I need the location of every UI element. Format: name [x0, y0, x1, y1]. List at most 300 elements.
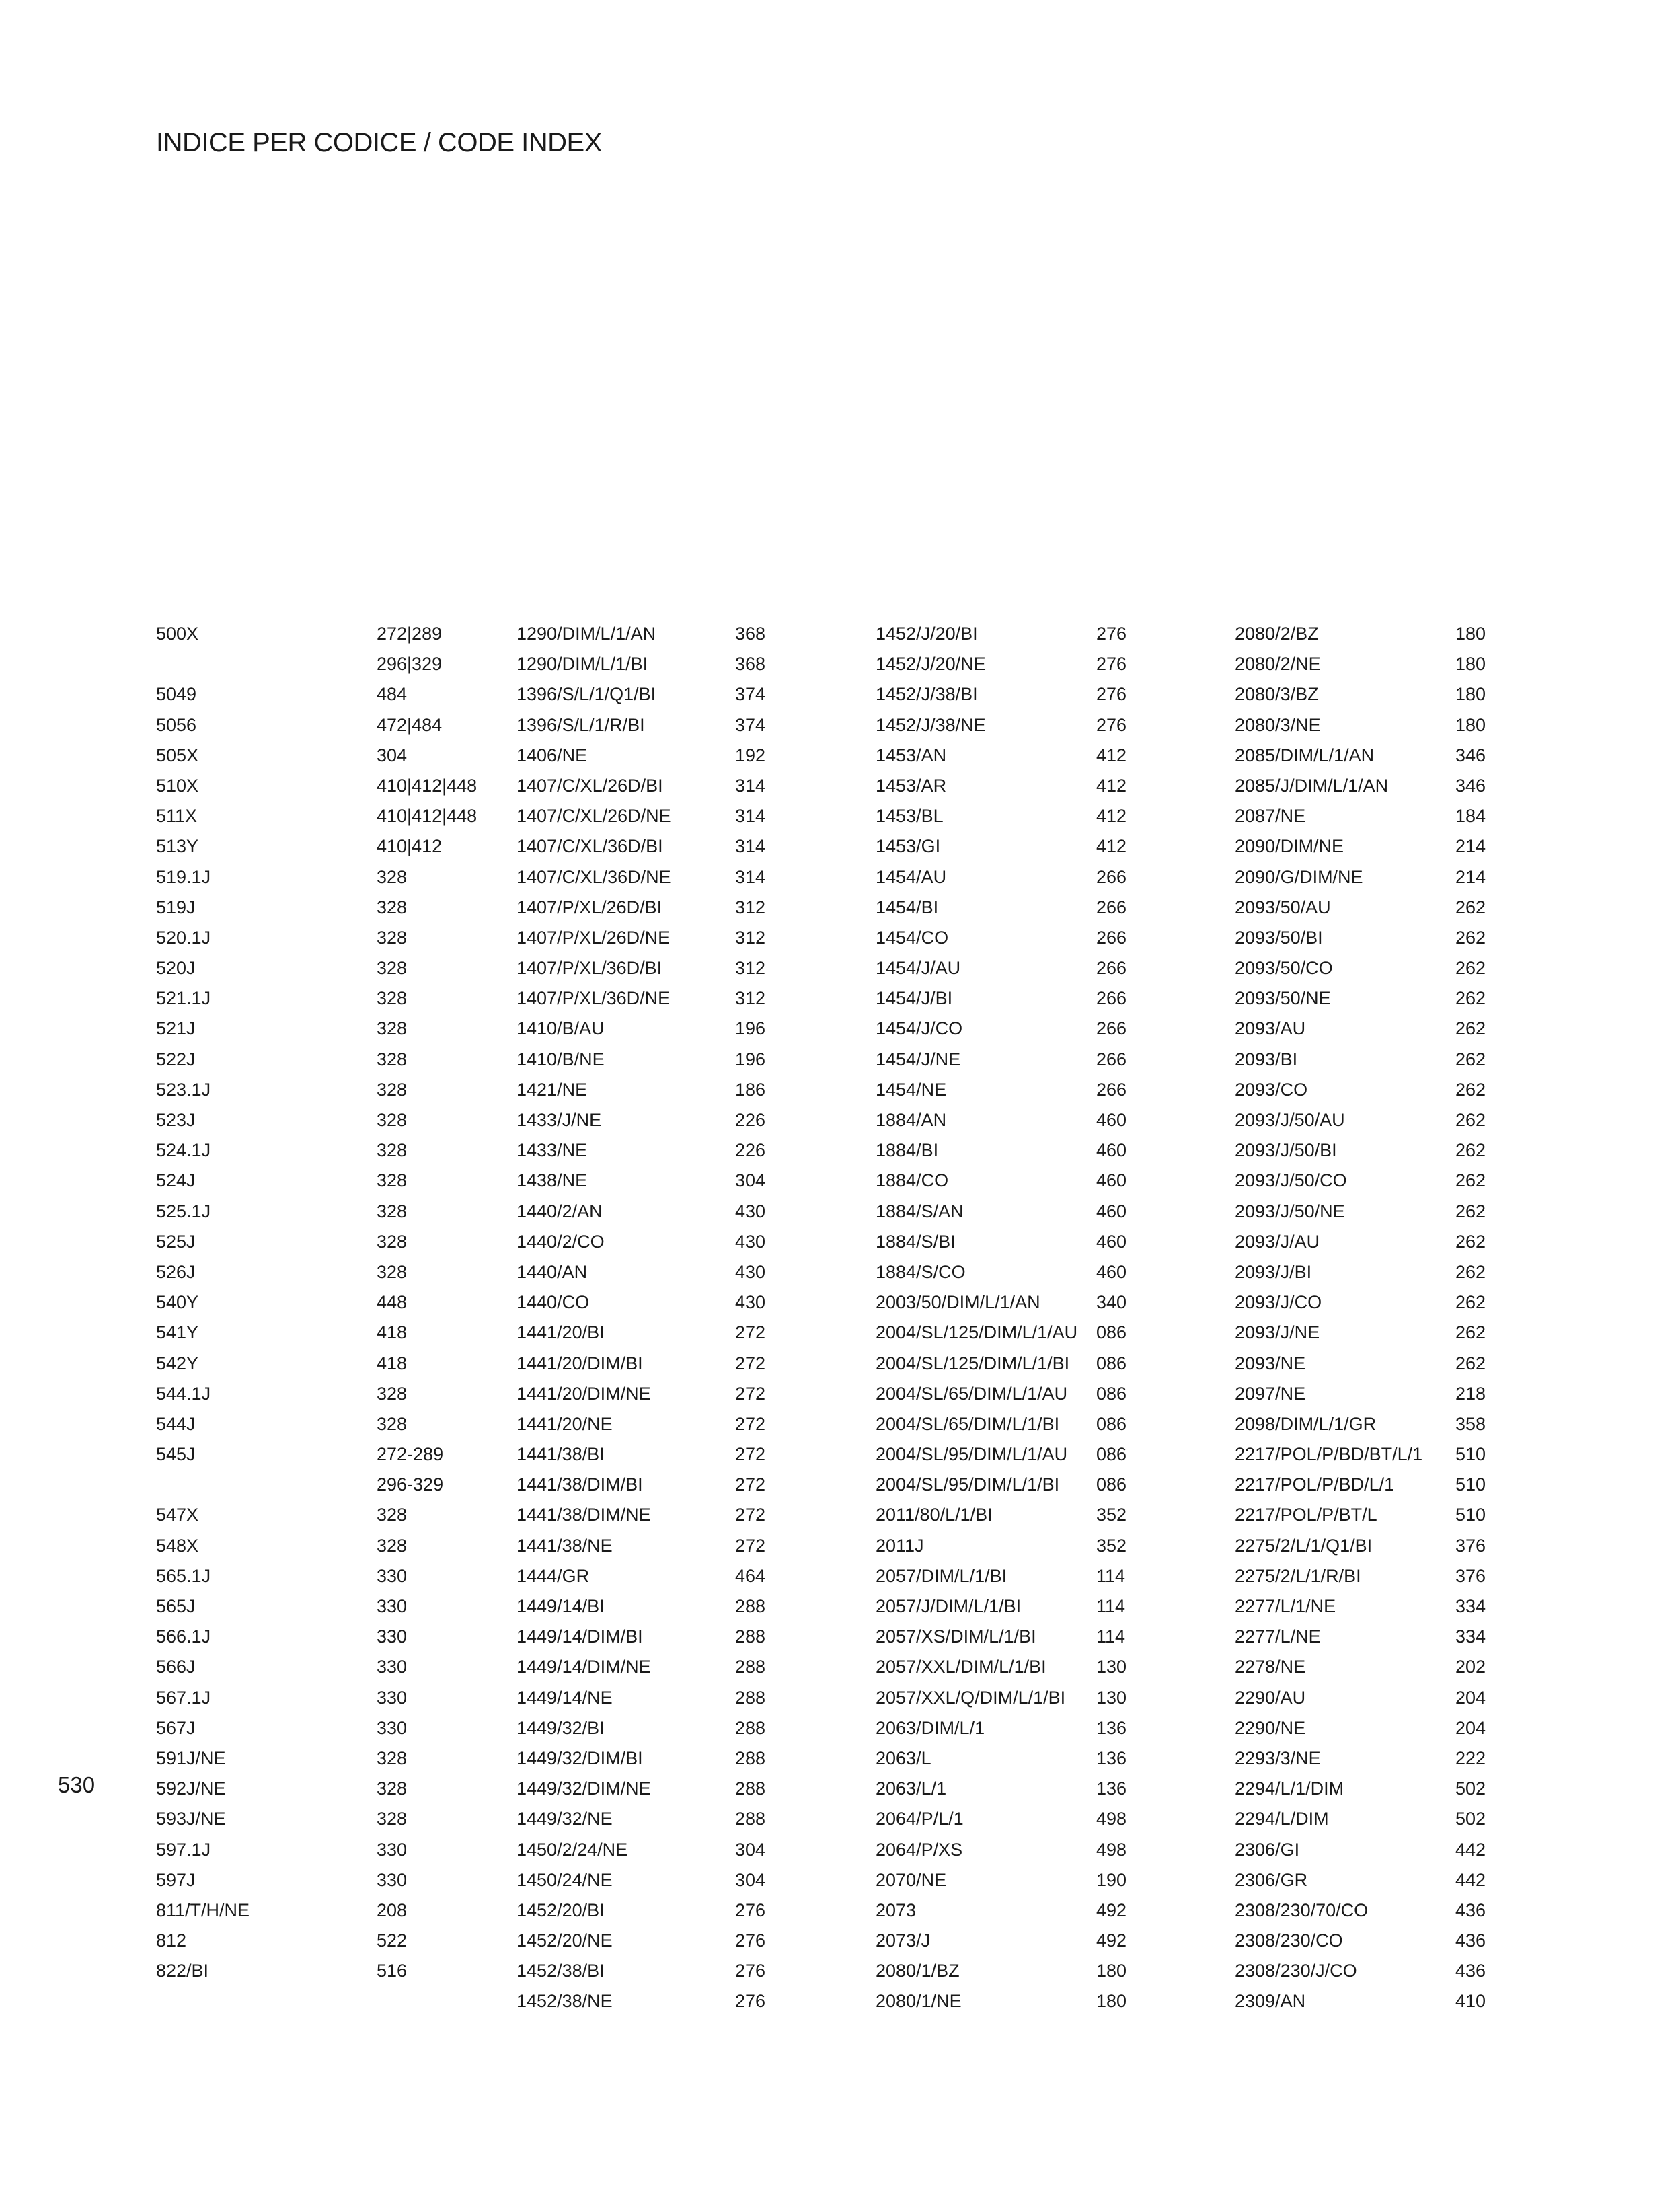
entry-code: 2278/NE: [1235, 1657, 1306, 1677]
entry-page: 328: [377, 1140, 408, 1161]
entry-page: 328: [377, 897, 408, 917]
entry-code: 5056: [156, 714, 197, 735]
entry-code: 524J: [156, 1170, 196, 1191]
entry-code: 2004/SL/125/DIM/L/1/AU: [876, 1322, 1078, 1343]
entry-code: 2309/AN: [1235, 1991, 1306, 2012]
entry-code: 2093/J/50/CO: [1235, 1170, 1347, 1191]
entry-code: 2294/L/1/DIM: [1235, 1778, 1344, 1799]
entry-code: 1453/AR: [876, 775, 947, 796]
entry-code: 565.1J: [156, 1565, 211, 1586]
entry-code: 519J: [156, 897, 196, 917]
entry-page: 288: [735, 1717, 766, 1738]
entry-code: 2090/G/DIM/NE: [1235, 866, 1363, 887]
entry-page: 436: [1455, 1899, 1486, 1920]
entry-page: 502: [1455, 1778, 1486, 1799]
entry-code: 540Y: [156, 1292, 199, 1313]
entry-page: 498: [1096, 1839, 1127, 1860]
entry-code: 2306/GI: [1235, 1839, 1300, 1860]
entry-page: 262: [1455, 988, 1486, 1009]
entry-page: 272: [735, 1353, 766, 1373]
entry-page: 328: [377, 1110, 408, 1130]
entry-code: 1433/J/NE: [517, 1110, 602, 1130]
entry-code: 2290/NE: [1235, 1717, 1306, 1738]
entry-page: 430: [735, 1292, 766, 1313]
entry-page: 510: [1455, 1505, 1486, 1525]
entry-code: 1438/NE: [517, 1170, 588, 1191]
entry-code: 511X: [156, 806, 198, 827]
entry-page: 272-289: [377, 1444, 444, 1465]
entry-page: 304: [735, 1869, 766, 1890]
entry-page: 312: [735, 988, 766, 1009]
entry-code: 1449/32/BI: [517, 1717, 605, 1738]
entry-code: 1407/C/XL/36D/BI: [517, 836, 663, 857]
entry-code: 2217/POL/P/BD/L/1: [1235, 1474, 1395, 1495]
entry-page: 272: [735, 1322, 766, 1343]
entry-page: 430: [735, 1231, 766, 1252]
entry-page: 196: [735, 1018, 766, 1039]
entry-page: 330: [377, 1626, 408, 1647]
entry-page: 262: [1455, 1261, 1486, 1282]
entry-code: 2093/J/AU: [1235, 1231, 1320, 1252]
entry-code: 1410/B/AU: [517, 1018, 605, 1039]
entry-page: 460: [1096, 1261, 1127, 1282]
entry-code: 2080/2/BZ: [1235, 624, 1319, 644]
entry-page: 276: [735, 1930, 766, 1951]
entry-code: 2073: [876, 1899, 917, 1920]
entry-code: 2080/3/NE: [1235, 714, 1321, 735]
entry-code: 2064/P/XS: [876, 1839, 963, 1860]
entry-code: 1452/20/BI: [517, 1899, 605, 1920]
entry-page: 346: [1455, 745, 1486, 765]
entry-code: 1441/20/DIM/NE: [517, 1383, 651, 1404]
entry-code: 2093/50/BI: [1235, 927, 1323, 948]
entry-page: 262: [1455, 1170, 1486, 1191]
entry-code: 523.1J: [156, 1079, 211, 1100]
entry-page: 288: [735, 1626, 766, 1647]
entry-page: 266: [1096, 958, 1127, 979]
entry-page: 328: [377, 1747, 408, 1768]
entry-code: 2098/DIM/L/1/GR: [1235, 1413, 1377, 1434]
entry-page: 262: [1455, 1292, 1486, 1313]
entry-code: 567.1J: [156, 1687, 211, 1708]
entry-code: 2217/POL/P/BT/L: [1235, 1505, 1377, 1525]
entry-code: 593J/NE: [156, 1809, 226, 1829]
entry-page: 288: [735, 1747, 766, 1768]
entry-page: 330: [377, 1565, 408, 1586]
entry-page: 328: [377, 1778, 408, 1799]
entry-code: 1452/20/NE: [517, 1930, 613, 1951]
entry-page: 114: [1096, 1596, 1126, 1616]
entry-code: 524.1J: [156, 1140, 211, 1161]
entry-code: 522J: [156, 1049, 196, 1069]
entry-code: 2308/230/CO: [1235, 1930, 1343, 1951]
entry-page: 328: [377, 1079, 408, 1100]
entry-code: 2294/L/DIM: [1235, 1809, 1329, 1829]
entry-page: 266: [1096, 927, 1127, 948]
entry-page: 498: [1096, 1809, 1127, 1829]
entry-code: 2275/2/L/1/R/BI: [1235, 1565, 1361, 1586]
entry-code: 1884/BI: [876, 1140, 939, 1161]
entry-page: 262: [1455, 958, 1486, 979]
entry-page: 330: [377, 1839, 408, 1860]
entry-page: 430: [735, 1261, 766, 1282]
entry-code: 2093/AU: [1235, 1018, 1306, 1039]
entry-page: 276: [735, 1961, 766, 1982]
entry-page: 272: [735, 1413, 766, 1434]
entry-code: 1441/20/BI: [517, 1322, 605, 1343]
entry-code: 2057/XS/DIM/L/1/BI: [876, 1626, 1036, 1647]
entry-code: 1450/24/NE: [517, 1869, 613, 1890]
entry-page: 328: [377, 1231, 408, 1252]
entry-code: 2004/SL/95/DIM/L/1/BI: [876, 1474, 1060, 1495]
entry-page: 262: [1455, 1201, 1486, 1221]
entry-code: 2217/POL/P/BD/BT/L/1: [1235, 1444, 1423, 1465]
entry-page: 208: [377, 1899, 408, 1920]
entry-code: 1884/S/AN: [876, 1201, 964, 1221]
entry-page: 262: [1455, 927, 1486, 948]
entry-page: 430: [735, 1201, 766, 1221]
entry-code: 2004/SL/65/DIM/L/1/BI: [876, 1413, 1060, 1434]
entry-page: 218: [1455, 1383, 1486, 1404]
entry-page: 442: [1455, 1839, 1486, 1860]
entry-page: 204: [1455, 1687, 1486, 1708]
entry-page: 464: [735, 1565, 766, 1586]
entry-code: 2093/CO: [1235, 1079, 1308, 1100]
entry-page: 330: [377, 1869, 408, 1890]
entry-page: 460: [1096, 1170, 1127, 1191]
entry-code: 1407/C/XL/36D/NE: [517, 866, 671, 887]
entry-page: 276: [735, 1899, 766, 1920]
page-number: 530: [58, 1772, 96, 1797]
entry-code: 1396/S/L/1/R/BI: [517, 714, 645, 735]
entry-page: 214: [1455, 836, 1486, 857]
entry-code: 2093/J/50/AU: [1235, 1110, 1345, 1130]
entry-code: 1452/J/38/BI: [876, 684, 978, 705]
entry-code: 1452/38/BI: [517, 1961, 605, 1982]
entry-page: 272: [735, 1444, 766, 1465]
entry-code: 1396/S/L/1/Q1/BI: [517, 684, 656, 705]
entry-page: 180: [1455, 684, 1486, 705]
entry-code: 2011/80/L/1/BI: [876, 1505, 993, 1525]
entry-code: 2093/50/AU: [1235, 897, 1331, 917]
entry-page: 262: [1455, 1049, 1486, 1069]
entry-page: 276: [1096, 624, 1127, 644]
entry-page: 328: [377, 1049, 408, 1069]
entry-code: 2085/DIM/L/1/AN: [1235, 745, 1375, 765]
entry-page: 314: [735, 836, 766, 857]
entry-page: 262: [1455, 1140, 1486, 1161]
entry-page: 328: [377, 1809, 408, 1829]
entry-page: 192: [735, 745, 766, 765]
entry-code: 592J/NE: [156, 1778, 226, 1799]
entry-code: 1441/38/BI: [517, 1444, 605, 1465]
entry-code: 2093/J/BI: [1235, 1261, 1312, 1282]
entry-page: 510: [1455, 1474, 1486, 1495]
entry-page: 346: [1455, 775, 1486, 796]
entry-page: 136: [1096, 1747, 1127, 1768]
entry-code: 566J: [156, 1657, 196, 1677]
entry-page: 272: [735, 1505, 766, 1525]
entry-code: 565J: [156, 1596, 196, 1616]
entry-code: 542Y: [156, 1353, 199, 1373]
entry-page: 196: [735, 1049, 766, 1069]
entry-page: 460: [1096, 1231, 1127, 1252]
entry-page: 328: [377, 1505, 408, 1525]
entry-page: 358: [1455, 1413, 1486, 1434]
entry-code: 1290/DIM/L/1/AN: [517, 624, 656, 644]
entry-page: 492: [1096, 1899, 1127, 1920]
entry-code: 2093/J/50/NE: [1235, 1201, 1345, 1221]
entry-code: 2093/NE: [1235, 1353, 1306, 1373]
entry-code: 1440/2/AN: [517, 1201, 603, 1221]
entry-page: 436: [1455, 1930, 1486, 1951]
entry-code: 591J/NE: [156, 1747, 226, 1768]
entry-page: 330: [377, 1717, 408, 1738]
entry-code: 812: [156, 1930, 187, 1951]
entry-code: 2057/DIM/L/1/BI: [876, 1565, 1007, 1586]
entry-code: 544.1J: [156, 1383, 211, 1404]
entry-code: 1449/32/DIM/NE: [517, 1778, 651, 1799]
entry-code: 2080/2/NE: [1235, 654, 1321, 675]
entry-page: 376: [1455, 1565, 1486, 1586]
entry-code: 822/BI: [156, 1961, 209, 1982]
entry-page: 314: [735, 775, 766, 796]
entry-code: 1441/20/DIM/BI: [517, 1353, 643, 1373]
entry-code: 1441/38/DIM/NE: [517, 1505, 651, 1525]
entry-page: 226: [735, 1140, 766, 1161]
entry-code: 2093/50/CO: [1235, 958, 1333, 979]
entry-code: 2080/1/BZ: [876, 1961, 960, 1982]
entry-page: 262: [1455, 1110, 1486, 1130]
entry-code: 2011J: [876, 1535, 924, 1556]
entry-page: 262: [1455, 1231, 1486, 1252]
entry-code: 2004/SL/95/DIM/L/1/AU: [876, 1444, 1068, 1465]
entry-page: 328: [377, 1261, 408, 1282]
entry-page: 522: [377, 1930, 408, 1951]
entry-page: 180: [1096, 1961, 1127, 1982]
entry-code: 541Y: [156, 1322, 199, 1343]
entry-page: 410: [1455, 1991, 1486, 2012]
entry-code: 1449/32/DIM/BI: [517, 1747, 643, 1768]
entry-page: 180: [1455, 714, 1486, 735]
entry-page: 412: [1096, 775, 1127, 796]
entry-page: 328: [377, 1535, 408, 1556]
entry-page: 222: [1455, 1747, 1486, 1768]
entry-page: 086: [1096, 1444, 1127, 1465]
entry-page: 460: [1096, 1201, 1127, 1221]
entry-page: 410|412|448: [377, 806, 478, 827]
entry-code: 1454/AU: [876, 866, 947, 887]
entry-page: 086: [1096, 1353, 1127, 1373]
entry-page: 272: [735, 1383, 766, 1404]
entry-code: 2085/J/DIM/L/1/AN: [1235, 775, 1389, 796]
entry-page: 374: [735, 684, 766, 705]
entry-page: 266: [1096, 1049, 1127, 1069]
entry-page: 502: [1455, 1809, 1486, 1829]
entry-page: 288: [735, 1687, 766, 1708]
entry-code: 1453/BL: [876, 806, 944, 827]
entry-page: 312: [735, 958, 766, 979]
entry-code: 2080/3/BZ: [1235, 684, 1319, 705]
entry-code: 1441/38/DIM/BI: [517, 1474, 643, 1495]
entry-page: 460: [1096, 1110, 1127, 1130]
entry-page: 180: [1455, 624, 1486, 644]
entry-page: 276: [1096, 654, 1127, 675]
entry-page: 180: [1455, 654, 1486, 675]
entry-code: 1449/32/NE: [517, 1809, 613, 1829]
entry-page: 276: [1096, 714, 1127, 735]
entry-code: 2080/1/NE: [876, 1991, 962, 2012]
entry-page: 448: [377, 1292, 408, 1313]
entry-page: 272: [735, 1474, 766, 1495]
entry-page: 266: [1096, 897, 1127, 917]
entry-page: 304: [377, 745, 408, 765]
entry-page: 262: [1455, 897, 1486, 917]
entry-code: 1454/J/NE: [876, 1049, 961, 1069]
entry-code: 2090/DIM/NE: [1235, 836, 1344, 857]
entry-code: 1452/J/20/BI: [876, 624, 978, 644]
entry-code: 2064/P/L/1: [876, 1809, 964, 1829]
page-title: INDICE PER CODICE / CODE INDEX: [156, 128, 602, 157]
entry-page: 328: [377, 958, 408, 979]
entry-code: 567J: [156, 1717, 196, 1738]
entry-page: 328: [377, 866, 408, 887]
entry-page: 262: [1455, 1018, 1486, 1039]
entry-page: 412: [1096, 806, 1127, 827]
entry-code: 2070/NE: [876, 1869, 947, 1890]
entry-page: 262: [1455, 1353, 1486, 1373]
entry-page: 190: [1096, 1869, 1127, 1890]
entry-code: 2293/3/NE: [1235, 1747, 1321, 1768]
entry-code: 1449/14/NE: [517, 1687, 613, 1708]
entry-page: 262: [1455, 1322, 1486, 1343]
entry-code: 2093/J/CO: [1235, 1292, 1322, 1313]
entry-code: 547X: [156, 1505, 199, 1525]
entry-page: 328: [377, 1413, 408, 1434]
entry-code: 2306/GR: [1235, 1869, 1308, 1890]
entry-page: 340: [1096, 1292, 1127, 1313]
entry-code: 521.1J: [156, 988, 211, 1009]
entry-page: 412: [1096, 836, 1127, 857]
entry-page: 214: [1455, 866, 1486, 887]
entry-code: 1884/CO: [876, 1170, 949, 1191]
entry-code: 1453/AN: [876, 745, 947, 765]
entry-code: 513Y: [156, 836, 199, 857]
entry-code: 1444/GR: [517, 1565, 590, 1586]
entry-page: 412: [1096, 745, 1127, 765]
entry-page: 276: [1096, 684, 1127, 705]
entry-page: 328: [377, 927, 408, 948]
entry-page: 180: [1096, 1991, 1127, 2012]
entry-code: 520.1J: [156, 927, 211, 948]
entry-page: 130: [1096, 1687, 1127, 1708]
entry-page: 376: [1455, 1535, 1486, 1556]
entry-page: 130: [1096, 1657, 1127, 1677]
entry-page: 288: [735, 1778, 766, 1799]
entry-page: 086: [1096, 1413, 1127, 1434]
entry-page: 492: [1096, 1930, 1127, 1951]
entry-code: 1290/DIM/L/1/BI: [517, 654, 648, 675]
entry-page: 266: [1096, 1018, 1127, 1039]
entry-page: 352: [1096, 1505, 1127, 1525]
entry-code: 1407/C/XL/26D/NE: [517, 806, 671, 827]
entry-page: 226: [735, 1110, 766, 1130]
entry-page: 304: [735, 1839, 766, 1860]
entry-code: 1454/J/AU: [876, 958, 961, 979]
entry-code: 1407/P/XL/26D/BI: [517, 897, 662, 917]
entry-page: 296|329: [377, 654, 443, 675]
entry-code: 1449/14/DIM/BI: [517, 1626, 643, 1647]
entry-code: 2277/L/1/NE: [1235, 1596, 1336, 1616]
entry-page: 314: [735, 866, 766, 887]
entry-page: 304: [735, 1170, 766, 1191]
entry-code: 2004/SL/125/DIM/L/1/BI: [876, 1353, 1070, 1373]
entry-page: 484: [377, 684, 408, 705]
entry-code: 2063/L/1: [876, 1778, 947, 1799]
entry-page: 328: [377, 988, 408, 1009]
entry-code: 1454/J/BI: [876, 988, 953, 1009]
entry-code: 1454/CO: [876, 927, 949, 948]
entry-page: 272|289: [377, 624, 443, 644]
entry-code: 526J: [156, 1261, 196, 1282]
entry-code: 525J: [156, 1231, 196, 1252]
entry-code: 1407/C/XL/26D/BI: [517, 775, 663, 796]
entry-page: 330: [377, 1687, 408, 1708]
entry-code: 2093/J/NE: [1235, 1322, 1320, 1343]
entry-code: 2093/50/NE: [1235, 988, 1331, 1009]
entry-code: 2308/230/J/CO: [1235, 1961, 1357, 1982]
entry-page: 136: [1096, 1717, 1127, 1738]
entry-code: 1433/NE: [517, 1140, 588, 1161]
entry-page: 262: [1455, 1079, 1486, 1100]
entry-page: 186: [735, 1079, 766, 1100]
entry-code: 544J: [156, 1413, 196, 1434]
entry-code: 2277/L/NE: [1235, 1626, 1321, 1647]
entry-code: 566.1J: [156, 1626, 211, 1647]
entry-page: 204: [1455, 1717, 1486, 1738]
entry-code: 2097/NE: [1235, 1383, 1306, 1404]
entry-code: 1440/CO: [517, 1292, 590, 1313]
entry-code: 811/T/H/NE: [156, 1899, 250, 1920]
entry-page: 136: [1096, 1778, 1127, 1799]
entry-code: 1454/BI: [876, 897, 939, 917]
entry-code: 525.1J: [156, 1201, 211, 1221]
entry-page: 352: [1096, 1535, 1127, 1556]
entry-page: 334: [1455, 1626, 1486, 1647]
entry-code: 597J: [156, 1869, 196, 1890]
entry-code: 1441/38/NE: [517, 1535, 613, 1556]
entry-page: 296-329: [377, 1474, 444, 1495]
entry-code: 2057/XXL/Q/DIM/L/1/BI: [876, 1687, 1066, 1708]
entry-page: 516: [377, 1961, 408, 1982]
entry-page: 202: [1455, 1657, 1486, 1677]
entry-page: 330: [377, 1596, 408, 1616]
entry-code: 523J: [156, 1110, 196, 1130]
entry-page: 418: [377, 1353, 408, 1373]
entry-code: 2057/J/DIM/L/1/BI: [876, 1596, 1022, 1616]
entry-page: 368: [735, 624, 766, 644]
entry-page: 314: [735, 806, 766, 827]
entry-code: 2087/NE: [1235, 806, 1306, 827]
entry-page: 510: [1455, 1444, 1486, 1465]
entry-code: 2093/BI: [1235, 1049, 1298, 1069]
entry-code: 1406/NE: [517, 745, 588, 765]
entry-page: 328: [377, 1170, 408, 1191]
entry-page: 086: [1096, 1322, 1127, 1343]
entry-code: 1450/2/24/NE: [517, 1839, 628, 1860]
entry-code: 1454/NE: [876, 1079, 947, 1100]
entry-code: 500X: [156, 624, 199, 644]
